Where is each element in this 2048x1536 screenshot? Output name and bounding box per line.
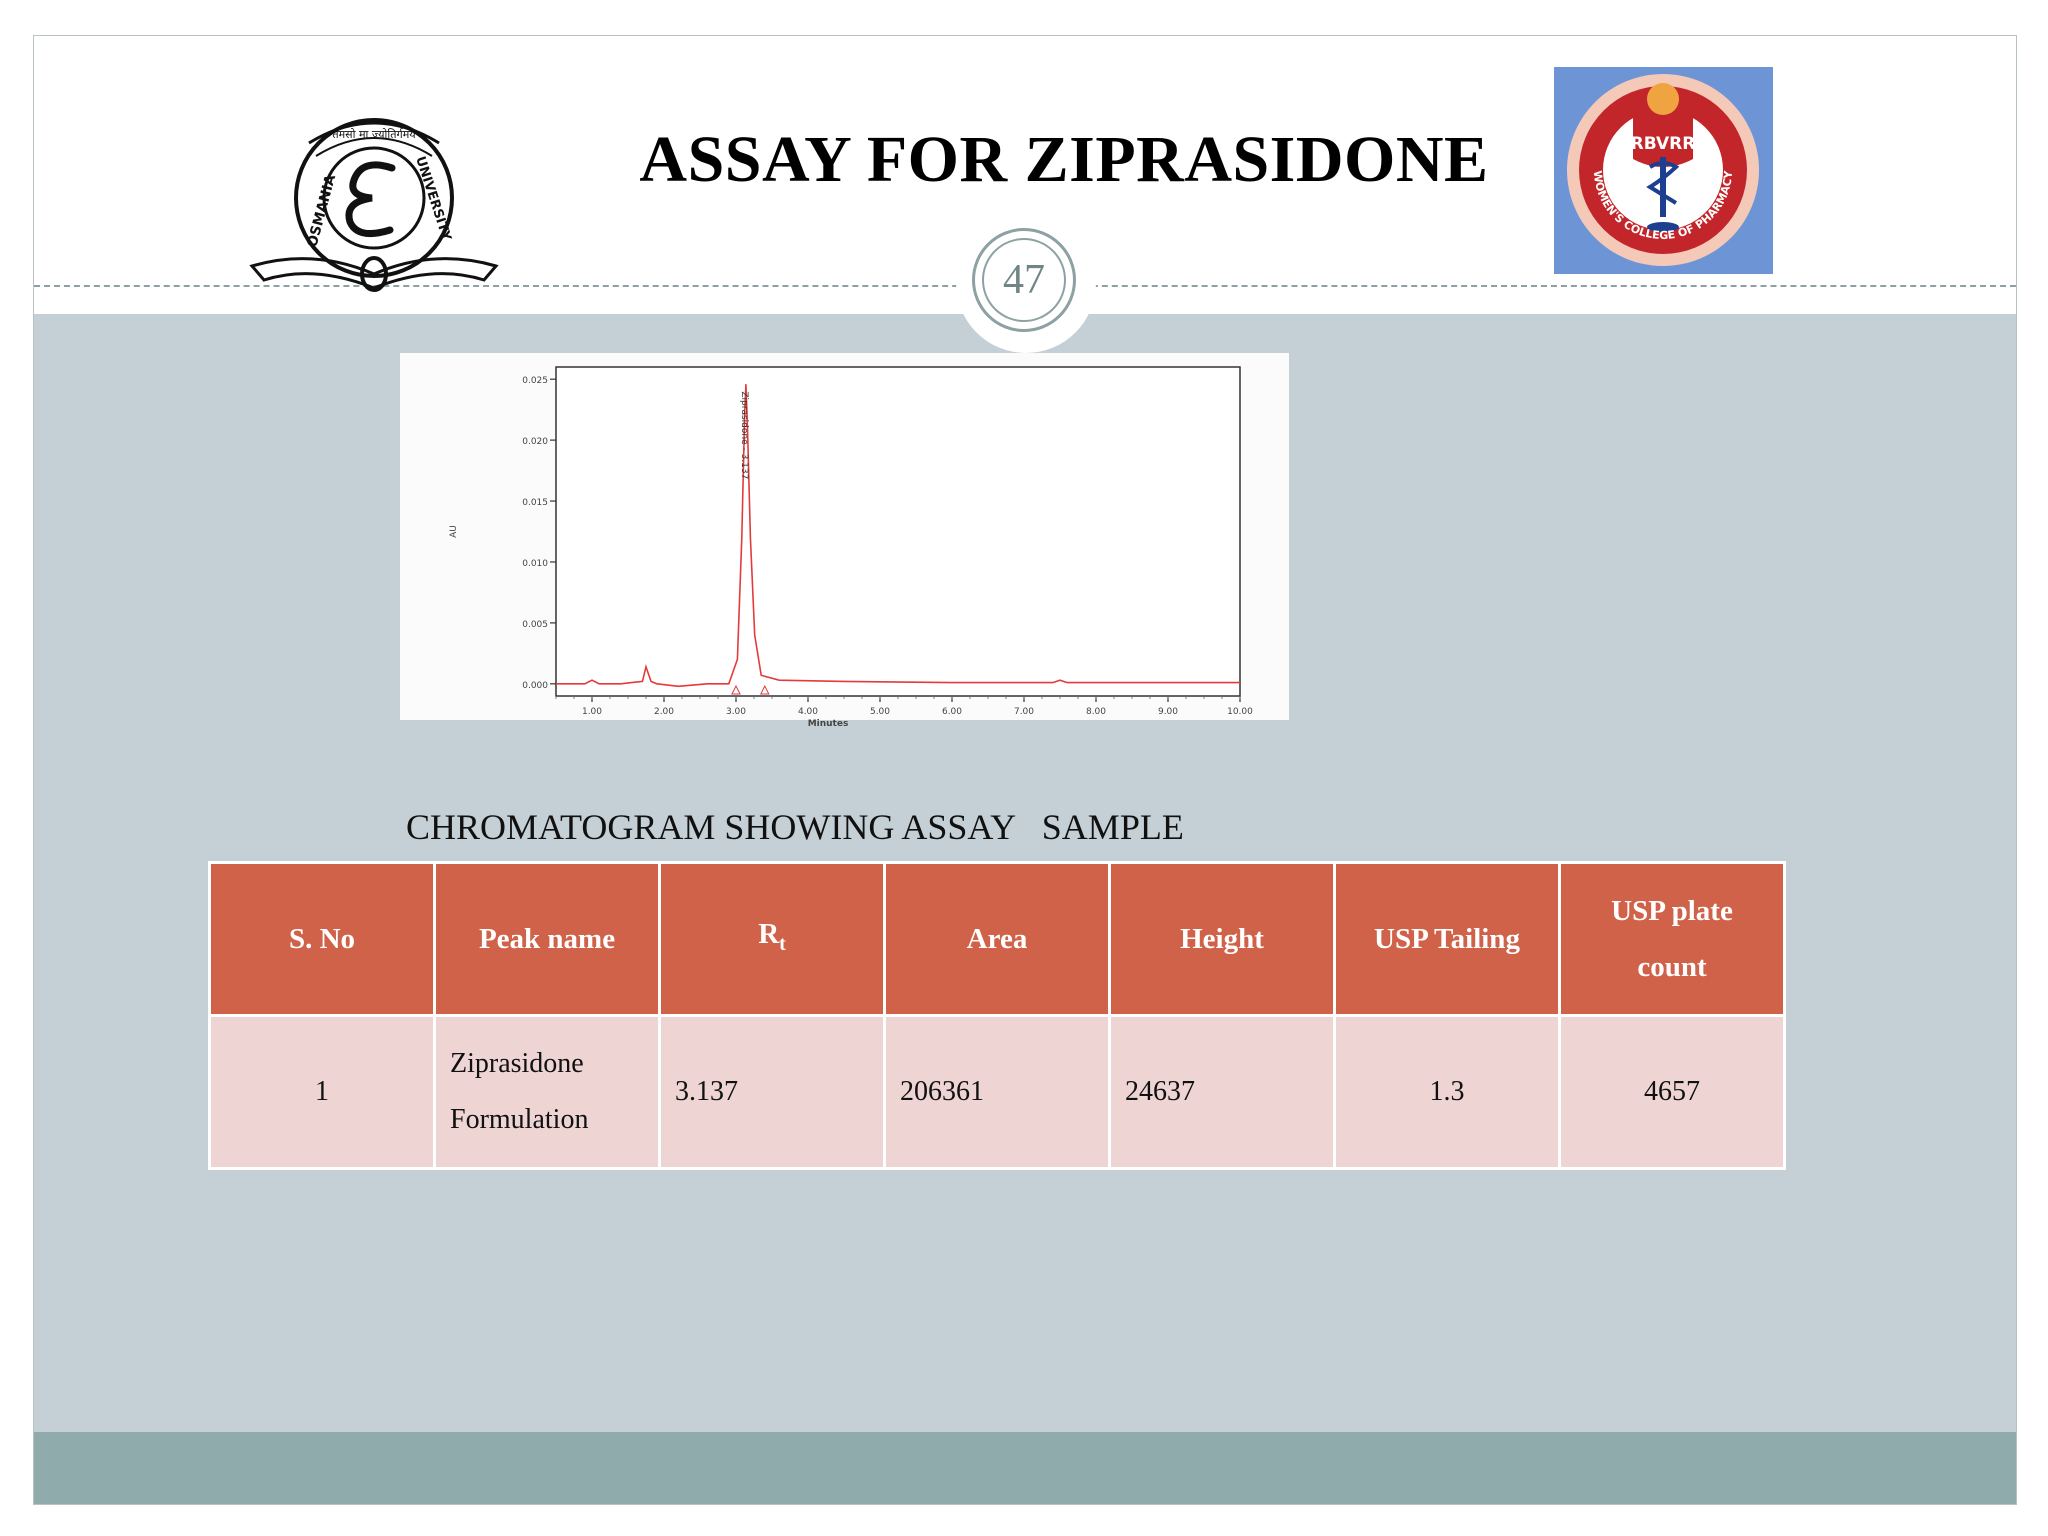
y-tick-label: 0.010 <box>522 558 548 569</box>
header-height: Height <box>1110 863 1335 1016</box>
y-tick-label: 0.015 <box>522 498 548 509</box>
header-peak-name: Peak name <box>435 863 660 1016</box>
x-axis-label: Minutes <box>807 719 849 729</box>
y-axis-label: AU <box>449 525 459 538</box>
chart-frame <box>556 367 1240 696</box>
cell-area: 206361 <box>885 1016 1110 1169</box>
chart-caption: CHROMATOGRAM SHOWING ASSAY SAMPLE <box>406 807 1184 847</box>
header-usp-plate-1: USP plate <box>1611 895 1733 927</box>
peak-annotation: Ziprasidone - 3.137 <box>738 391 749 480</box>
x-tick-label: 6.00 <box>941 707 963 717</box>
x-tick-label: 3.00 <box>725 707 747 717</box>
y-tick-label: 0.025 <box>522 376 548 387</box>
rbvrr-text: RBVRR <box>1630 134 1696 154</box>
slide <box>33 35 2017 1505</box>
x-tick-label: 5.00 <box>869 707 891 717</box>
assay-results-table <box>208 861 1786 1170</box>
cell-sno: 1 <box>210 1016 435 1169</box>
header-rt <box>660 863 885 1016</box>
table-header-row <box>210 863 1785 1016</box>
x-tick-label: 2.00 <box>653 707 675 717</box>
x-tick-label: 8.00 <box>1085 707 1107 717</box>
cell-peak-name-2: Formulation <box>450 1104 589 1135</box>
chromatogram-chart <box>400 353 1289 729</box>
x-tick-label: 7.00 <box>1013 707 1035 717</box>
y-axis <box>522 376 556 691</box>
page-number: 47 <box>982 238 1066 322</box>
cell-rt: 3.137 <box>660 1016 885 1169</box>
cell-usp-tailing: 1.3 <box>1335 1016 1560 1169</box>
header-sno: S. No <box>210 863 435 1016</box>
osmania-text: OSMANIA <box>304 172 340 250</box>
university-text: UNIVERSITY <box>412 154 454 243</box>
header-area: Area <box>885 863 1110 1016</box>
header-rt-main: R <box>758 918 780 951</box>
cell-height: 24637 <box>1110 1016 1335 1169</box>
header-rt-sub: t <box>779 932 786 955</box>
header-usp-tailing: USP Tailing <box>1335 863 1560 1016</box>
x-tick-label: 1.00 <box>581 707 603 717</box>
page-number-badge <box>972 228 1076 332</box>
header-usp-plate-count <box>1560 863 1785 1016</box>
cell-usp-plate-count: 4657 <box>1560 1016 1785 1169</box>
y-tick-label: 0.020 <box>522 437 548 448</box>
header-usp-plate-2: count <box>1637 951 1707 983</box>
rbvrr-college-logo <box>1554 67 1773 274</box>
slide-title: ASSAY FOR ZIPRASIDONE <box>639 123 1489 196</box>
plot-area <box>556 367 1240 696</box>
x-tick-label: 9.00 <box>1157 707 1179 717</box>
x-tick-label: 4.00 <box>797 707 819 717</box>
table-row <box>210 1016 1785 1169</box>
cell-peak-name-1: Ziprasidone <box>450 1048 584 1079</box>
y-tick-label: 0.000 <box>522 680 548 691</box>
cell-peak-name <box>435 1016 660 1169</box>
y-tick-label: 0.005 <box>522 619 548 630</box>
x-axis <box>556 696 1253 717</box>
osmania-motto: तमसो मा ज्योतिर्गमय <box>332 128 416 141</box>
rbvrr-college-name: WOMEN'S COLLEGE OF PHARMACY <box>1590 169 1736 243</box>
x-tick-label: 10.00 <box>1227 707 1253 717</box>
slide-footer-band <box>34 1432 2016 1504</box>
